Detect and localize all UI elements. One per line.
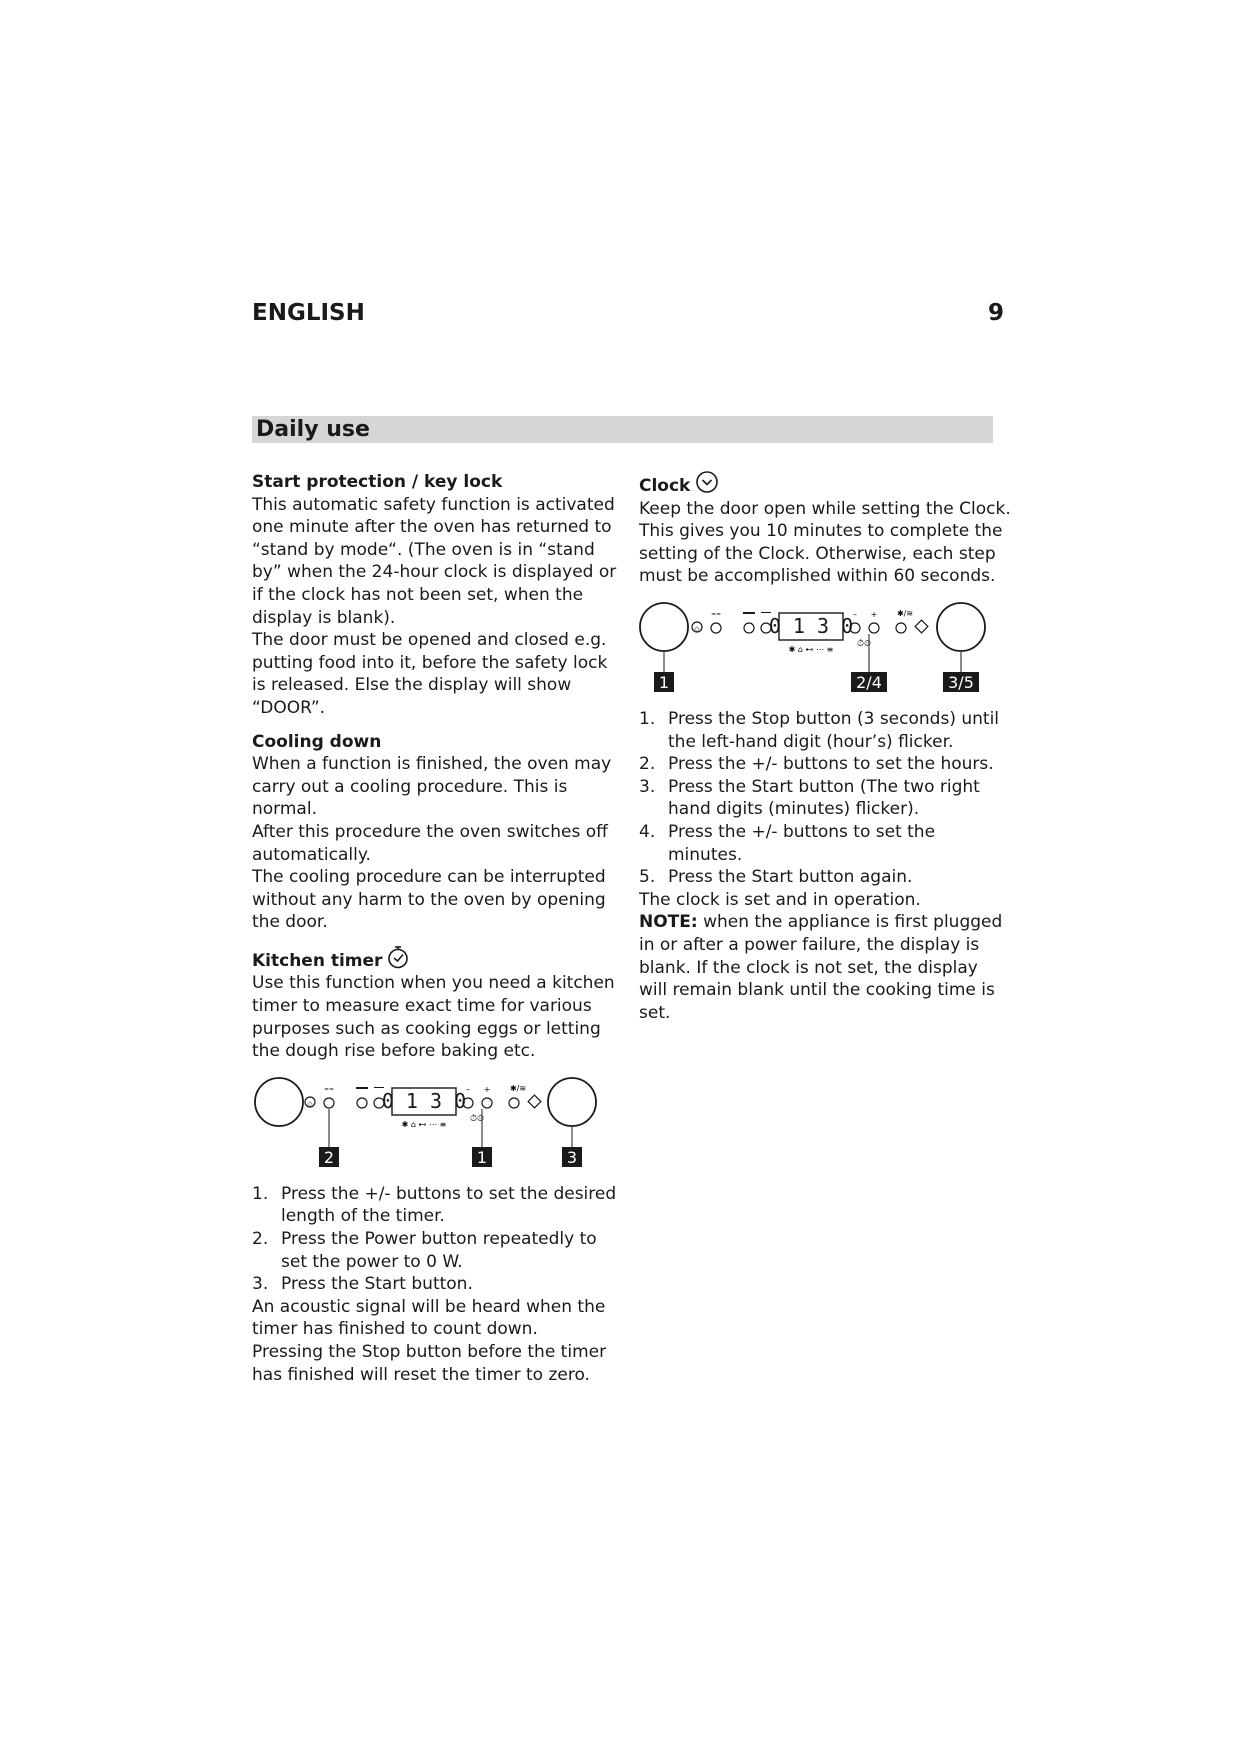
power-button-icon xyxy=(324,1098,334,1108)
step-number: 2. xyxy=(252,1229,269,1250)
list-item xyxy=(252,1273,620,1296)
step-text: Press the Start button. xyxy=(281,1274,473,1295)
plus-symbol: + xyxy=(483,1084,491,1094)
clock-note xyxy=(639,911,1011,1024)
cooling-down-paragraph-3: The cooling procedure can be interrupted without any harm to the oven by opening the door. xyxy=(252,867,606,933)
diagram-label-stop: 1 xyxy=(658,672,670,692)
clock-steps xyxy=(639,708,1011,889)
step-text: Press the Start button again. xyxy=(668,867,913,888)
clock-heading: Clock xyxy=(639,476,691,496)
power-knob xyxy=(640,603,688,651)
kitchen-timer-heading: Kitchen timer xyxy=(252,950,383,971)
power-knob xyxy=(255,1078,303,1126)
step-text: Press the +/- buttons to set the hours. xyxy=(668,754,994,775)
diagram-label-plusminus: 2/4 xyxy=(856,672,882,692)
grill-symbol xyxy=(356,1087,368,1089)
start-protection-paragraph-1: This automatic safety function is activated one minute after the oven has returned to “stand by mode“. (The oven is in “stand by” when the 24-hour clock is displayed or if the clock has not been set, when the display is blank). xyxy=(252,494,617,628)
minus-symbol: – xyxy=(466,1084,470,1094)
power-symbol: ≈≈ xyxy=(710,610,722,618)
list-item xyxy=(639,753,1011,776)
step-text: Press the Stop button (3 seconds) until the left-hand digit (hour’s) flicker. xyxy=(668,708,1000,752)
display-mode-symbols: ✱ ⌂ ⊷ ⋯ ≡ xyxy=(788,644,834,654)
step-number: 3. xyxy=(639,776,656,797)
clock-icon xyxy=(695,470,719,494)
kitchen-timer-steps xyxy=(252,1183,620,1296)
clock-heading-row xyxy=(639,470,1011,498)
fan-symbol xyxy=(374,1087,384,1088)
step-number: 3. xyxy=(252,1274,269,1295)
timer-clock-symbols: ⏱⏲ xyxy=(856,638,872,649)
section-title: Daily use xyxy=(256,417,370,442)
clock-control-panel-diagram xyxy=(639,602,999,694)
start-protection-heading: Start protection / key lock xyxy=(252,472,503,492)
list-item xyxy=(639,776,1011,821)
timer-clock-symbols: ⏱⏲ xyxy=(469,1113,485,1124)
stopwatch-icon xyxy=(387,945,409,969)
list-item xyxy=(639,866,1011,889)
step-number: 4. xyxy=(639,821,656,842)
plus-button-icon xyxy=(869,623,879,633)
step-number: 5. xyxy=(639,867,656,888)
power-symbol: ≈≈ xyxy=(323,1085,335,1093)
diagram-label-start: 3 xyxy=(566,1147,578,1167)
left-column xyxy=(252,471,620,1386)
select-knob xyxy=(937,603,985,651)
start-symbol-icon xyxy=(915,620,928,633)
display-digits: 0 1 3 0 xyxy=(768,613,854,638)
kitchen-timer-after-1: An acoustic signal will be heard when the timer has finished to count down. xyxy=(252,1296,606,1340)
step-text: Press the +/- buttons to set the minutes. xyxy=(668,821,936,865)
kitchen-timer-control-panel-diagram xyxy=(252,1077,612,1169)
step-number: 1. xyxy=(252,1183,269,1204)
right-column xyxy=(639,470,1011,1024)
diagram-label-plusminus: 1 xyxy=(476,1147,488,1167)
grill-button-icon xyxy=(744,623,754,633)
kitchen-timer-after-2: Pressing the Stop button before the timer has finished will reset the timer to zero. xyxy=(252,1342,607,1385)
header-language: ENGLISH xyxy=(252,300,365,326)
stop-button-symbol: ◇ xyxy=(694,624,700,633)
stop-button-symbol: ◇ xyxy=(307,1099,313,1108)
start-protection-paragraph-2: The door must be opened and closed e.g. putting food into it, before the safety lock is released. Else the display will show “DOOR”. xyxy=(252,630,608,718)
cooling-down-paragraph-1: When a function is finished, the oven may carry out a cooling procedure. This is normal. xyxy=(252,754,612,820)
list-item xyxy=(639,821,1011,866)
defrost-button-icon xyxy=(896,623,906,633)
list-item xyxy=(639,708,1011,753)
note-text: when the appliance is first plugged in or after a power failure, the display is blank. If the clock is not set, the display will remain blank until the cooking time is set. xyxy=(639,912,1003,1023)
clock-intro: Keep the door open while setting the Clock. This gives you 10 minutes to complete the setting of the Clock. Otherwise, each step must be accomplished within 60 seconds. xyxy=(639,498,1011,587)
kitchen-timer-intro: Use this function when you need a kitchen timer to measure exact time for various purposes such as cooking eggs or letting the dough rise before baking etc. xyxy=(252,973,615,1062)
defrost-symbol: ✱/≋ xyxy=(896,608,914,618)
minus-symbol: – xyxy=(853,609,857,619)
step-text: Press the +/- buttons to set the desired length of the timer. xyxy=(281,1183,617,1227)
fan-symbol xyxy=(761,612,771,613)
display-mode-symbols: ✱ ⌂ ⊷ ⋯ ≡ xyxy=(401,1119,447,1129)
plus-symbol: + xyxy=(870,609,878,619)
grill-button-icon xyxy=(357,1098,367,1108)
kitchen-timer-heading-row xyxy=(252,945,620,973)
diagram-label-start: 3/5 xyxy=(948,672,974,692)
grill-symbol xyxy=(743,612,755,614)
defrost-symbol: ✱/≋ xyxy=(509,1083,527,1093)
step-number: 1. xyxy=(639,708,656,729)
list-item xyxy=(252,1183,620,1228)
diagram-label-power: 2 xyxy=(323,1147,335,1167)
cooling-down-heading: Cooling down xyxy=(252,731,382,752)
step-text: Press the Power button repeatedly to set the power to 0 W. xyxy=(281,1229,597,1272)
step-text: Press the Start button (The two right hand digits (minutes) flicker). xyxy=(668,776,980,820)
page-number: 9 xyxy=(987,300,1004,326)
select-knob xyxy=(548,1078,596,1126)
defrost-button-icon xyxy=(509,1098,519,1108)
list-item xyxy=(252,1228,620,1273)
plus-button-icon xyxy=(482,1098,492,1108)
start-symbol-icon xyxy=(528,1095,541,1108)
cooling-down-paragraph-2: After this procedure the oven switches off automatically. xyxy=(252,821,608,865)
power-button-icon xyxy=(711,623,721,633)
clock-after: The clock is set and in operation. xyxy=(639,889,921,910)
note-label: NOTE: xyxy=(639,912,698,933)
step-number: 2. xyxy=(639,754,656,775)
display-digits: 0 1 3 0 xyxy=(381,1088,467,1113)
